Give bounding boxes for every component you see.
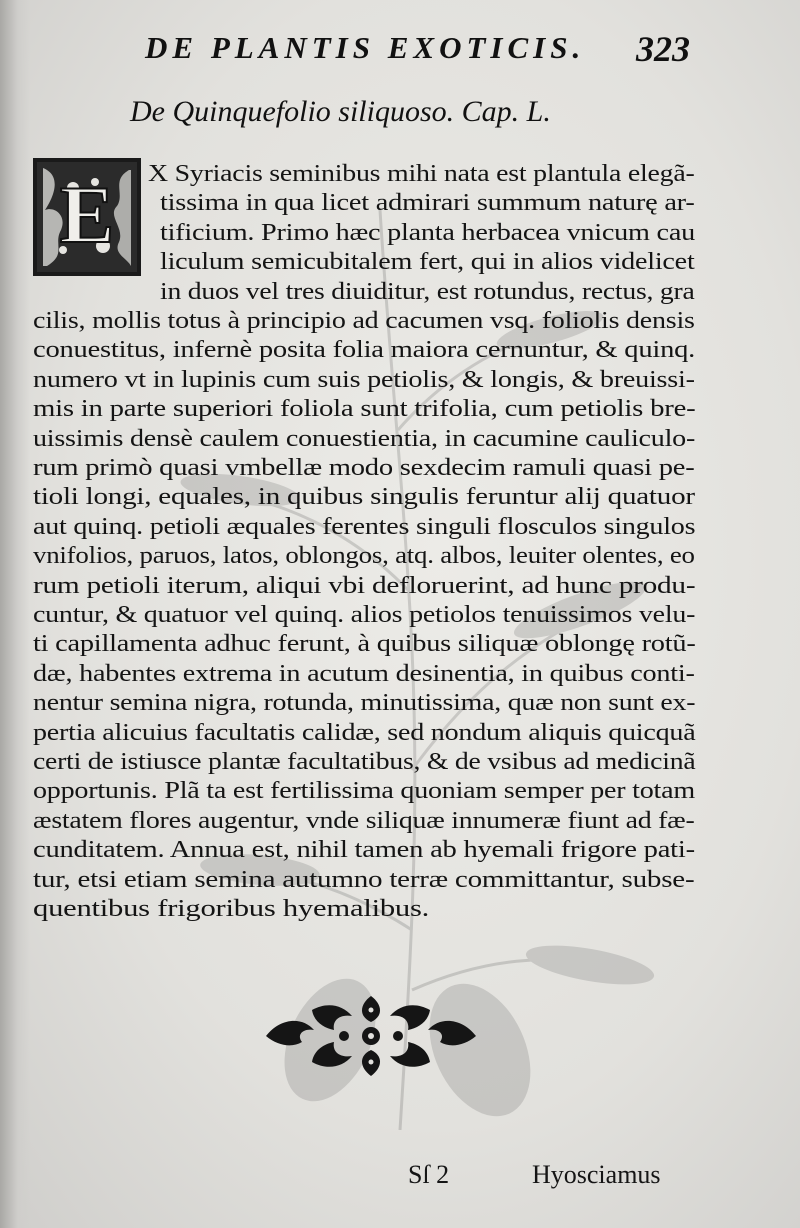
text-line: nentur semina nigra, rotunda, minutissima, quæ non sunt ex- bbox=[33, 689, 696, 717]
text-line: liculum semicubitalem fert, qui in alios videlicet bbox=[160, 248, 695, 276]
catchword: Hyosciamus bbox=[532, 1160, 661, 1189]
page-number: 323 bbox=[636, 29, 690, 69]
text-line: uissimis densè caulem conuestientia, in cacumine cauliculo- bbox=[33, 424, 696, 452]
text-line: tioli longi, equales, in quibus singulis feruntur alij quatuor bbox=[33, 483, 695, 511]
text-line: mis in parte superiori foliola sunt trifolia, cum petiolis bre- bbox=[33, 395, 696, 423]
text-line: cunditatem. Annua est, nihil tamen ab hyemali frigore pati- bbox=[33, 836, 695, 864]
text-line: rum petioli iterum, aliqui vbi defloruerint, ad hunc produ- bbox=[33, 571, 696, 599]
text-line: opportunis. Plã ta est fertilissima quoniam semper per totam bbox=[33, 777, 695, 805]
text-line: numero vt in lupinis cum suis petiolis, & longis, & breuissi- bbox=[33, 365, 695, 393]
text-line: dæ, habentes extrema in acutum desinentia, in quibus conti- bbox=[33, 659, 695, 687]
text-line: æstatem flores augentur, vnde siliquæ innumeræ fiunt ad fæ- bbox=[33, 806, 695, 834]
text-line: tificium. Primo hæc planta herbacea vnicum cau bbox=[160, 218, 695, 246]
chapter-title: De Quinquefolio siliquoso. Cap. L. bbox=[130, 95, 551, 128]
text-line: X Syriacis seminibus mihi nata est plantula elegã- bbox=[148, 160, 695, 187]
decorated-initial-icon bbox=[33, 158, 141, 276]
page-gutter-shadow bbox=[0, 0, 30, 1228]
printers-ornament-icon bbox=[262, 990, 480, 1082]
text-line: certi de istiusce plantæ facultatibus, & de vsibus ad medicinã bbox=[33, 748, 696, 775]
text-line: conuestitus, infernè posita folia maiora cernuntur, & quinq. bbox=[33, 336, 696, 364]
text-line: rum primò quasi vmbellæ modo sexdecim ramuli quasi pe- bbox=[33, 454, 695, 481]
text-line: quentibus frigoribus hyemalibus. bbox=[33, 895, 430, 922]
text-line: in duos vel tres diuiditur, est rotundus, rectus, gra bbox=[160, 277, 695, 305]
signature-mark: Sſ 2 bbox=[408, 1160, 450, 1189]
text-line: cuntur, & quatuor vel quinq. alios petiolos tenuissimos velu- bbox=[33, 601, 696, 628]
running-title: DE PLANTIS EXOTICIS. bbox=[145, 30, 586, 65]
text-line: tissima in qua licet admirari summum naturę ar- bbox=[160, 189, 695, 217]
text-line: vnifolios, paruos, latos, oblongos, atq. albos, leuiter olentes, eo bbox=[33, 542, 695, 570]
text-line: ti capillamenta adhuc ferunt, à quibus siliquæ oblongę rotũ- bbox=[33, 630, 696, 658]
initial-letter: E bbox=[59, 169, 115, 260]
text-line: cilis, mollis totus à principio ad cacumen vsq. foliolis densis bbox=[33, 307, 695, 334]
text-line: tur, etsi etiam semina autumno terræ committantur, subse- bbox=[33, 865, 695, 893]
text-line: pertia alicuius facultatis calidæ, sed nondum aliquis quicquã bbox=[33, 718, 696, 746]
text-line: aut quinq. petioli æquales ferentes singuli flosculos singulos bbox=[33, 512, 696, 540]
